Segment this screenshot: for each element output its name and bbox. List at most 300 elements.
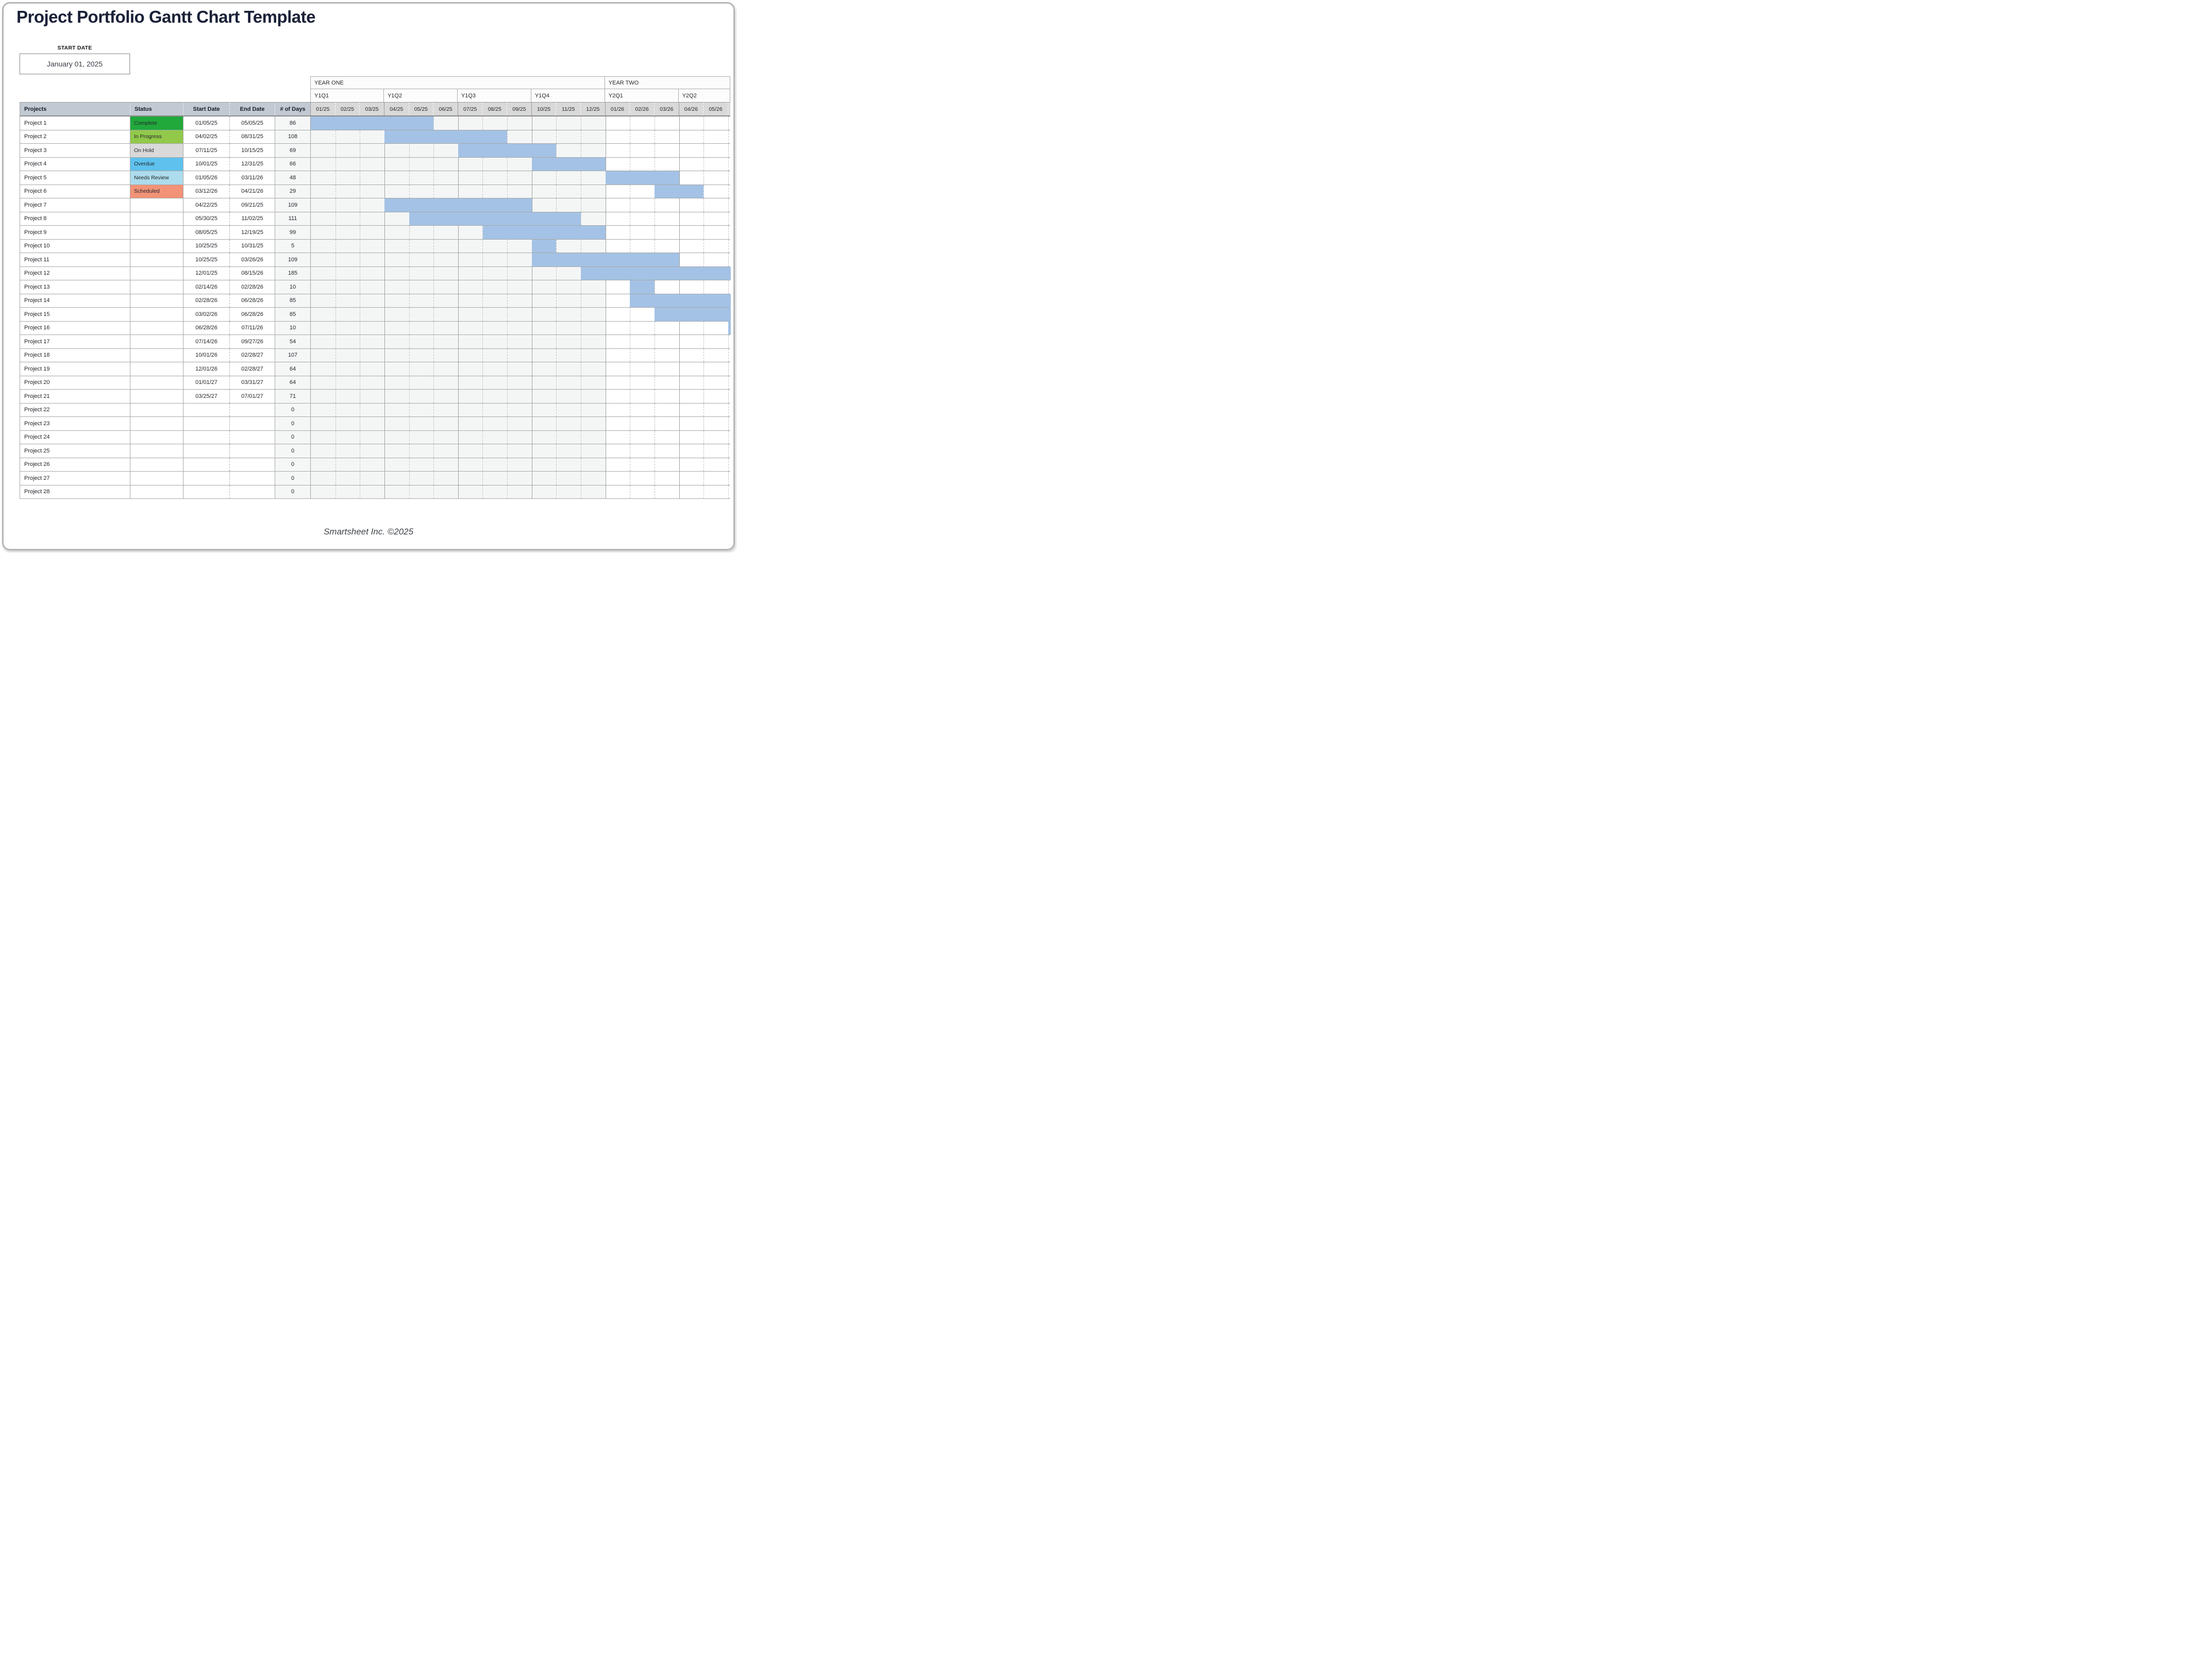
project-name-cell[interactable]: Project 5 <box>20 171 130 185</box>
timeline-cell <box>384 485 409 499</box>
days-cell[interactable]: 99 <box>275 226 310 239</box>
month-header: 11/25 <box>556 103 580 115</box>
start-date-cell[interactable]: 06/28/26 <box>183 322 229 335</box>
status-cell[interactable] <box>130 240 183 253</box>
status-cell[interactable] <box>130 362 183 376</box>
gantt-bar <box>581 267 731 280</box>
end-date-cell[interactable]: 03/31/27 <box>229 376 275 390</box>
status-cell[interactable] <box>130 349 183 362</box>
days-cell[interactable]: 0 <box>275 458 310 472</box>
timeline-cell <box>606 308 630 321</box>
start-date-cell[interactable]: 01/05/26 <box>183 171 229 185</box>
timeline-cell <box>507 240 532 253</box>
timeline-cell <box>433 349 458 362</box>
days-cell[interactable]: 64 <box>275 376 310 390</box>
days-cell[interactable]: 10 <box>275 280 310 294</box>
days-cell[interactable]: 108 <box>275 130 310 144</box>
project-name-cell[interactable]: Project 26 <box>20 458 130 472</box>
gantt-bar <box>655 185 703 198</box>
start-date-cell[interactable]: 08/05/25 <box>183 226 229 239</box>
timeline-cell <box>630 349 655 362</box>
timeline-cell <box>606 390 630 403</box>
timeline-cell <box>507 267 532 280</box>
timeline-cell <box>409 171 434 185</box>
gantt-bar <box>728 322 731 335</box>
gantt-bar <box>630 280 655 294</box>
days-cell[interactable]: 29 <box>275 185 310 198</box>
timeline-cell <box>703 349 728 362</box>
timeline-cell <box>336 198 360 212</box>
days-cell[interactable]: 0 <box>275 444 310 458</box>
timeline-cell <box>384 431 409 444</box>
start-date-cell[interactable]: 03/12/26 <box>183 185 229 198</box>
start-date-cell[interactable]: 05/30/25 <box>183 212 229 226</box>
timeline-cell <box>409 458 434 472</box>
project-name-cell[interactable]: Project 19 <box>20 362 130 376</box>
end-date-cell[interactable]: 08/15/26 <box>229 267 275 280</box>
timeline-cell <box>630 240 655 253</box>
timeline-cell <box>606 485 630 499</box>
start-date-cell[interactable]: 03/02/26 <box>183 308 229 321</box>
start-date-cell[interactable]: 01/05/25 <box>183 116 229 130</box>
status-cell[interactable]: Complete <box>130 116 183 130</box>
start-date-cell[interactable]: 07/11/25 <box>183 144 229 157</box>
timeline-cell <box>556 308 581 321</box>
month-header: 06/25 <box>433 103 458 115</box>
timeline-cell <box>507 444 532 458</box>
start-date-cell[interactable] <box>183 404 229 417</box>
timeline-cell <box>655 417 679 430</box>
start-date-cell[interactable]: 01/01/27 <box>183 376 229 390</box>
timeline-cell <box>532 458 557 472</box>
project-name-cell[interactable]: Project 6 <box>20 185 130 198</box>
timeline-cell <box>655 472 679 485</box>
timeline-cell <box>532 171 557 185</box>
project-name-cell[interactable]: Project 14 <box>20 294 130 308</box>
end-date-cell[interactable]: 09/21/25 <box>229 198 275 212</box>
timeline-cell <box>458 308 483 321</box>
project-name-cell[interactable]: Project 11 <box>20 253 130 266</box>
timeline-cell <box>458 349 483 362</box>
days-cell[interactable]: 185 <box>275 267 310 280</box>
timeline-cell <box>311 253 336 266</box>
end-date-cell[interactable]: 11/02/25 <box>229 212 275 226</box>
project-name-cell[interactable]: Project 18 <box>20 349 130 362</box>
table-row <box>20 158 730 172</box>
timeline-cell <box>532 294 557 308</box>
status-cell[interactable] <box>130 390 183 403</box>
end-date-cell[interactable] <box>229 485 275 499</box>
timeline-cell <box>311 280 336 294</box>
timeline-cell <box>433 185 458 198</box>
timeline-cell-clipped <box>728 280 731 294</box>
start-date-cell[interactable]: 12/01/25 <box>183 267 229 280</box>
timeline-cell-clipped <box>728 349 731 362</box>
project-name-cell[interactable]: Project 7 <box>20 198 130 212</box>
start-date-cell[interactable]: 10/01/25 <box>183 158 229 171</box>
timeline-cell <box>336 185 360 198</box>
timeline-cell <box>703 198 728 212</box>
timeline-cell <box>703 130 728 144</box>
timeline-cell <box>507 349 532 362</box>
timeline-cell <box>384 280 409 294</box>
timeline-cell <box>581 212 606 226</box>
table-row <box>20 322 730 336</box>
end-date-cell[interactable]: 10/31/25 <box>229 240 275 253</box>
timeline-cell <box>311 308 336 321</box>
end-date-cell[interactable]: 06/28/26 <box>229 308 275 321</box>
timeline-cell <box>703 404 728 417</box>
end-date-cell[interactable]: 03/11/26 <box>229 171 275 185</box>
project-name-cell[interactable]: Project 1 <box>20 116 130 130</box>
timeline-cell <box>507 458 532 472</box>
start-date-cell[interactable] <box>183 458 229 472</box>
status-cell[interactable] <box>130 253 183 266</box>
status-cell[interactable] <box>130 226 183 239</box>
timeline-cell <box>630 158 655 171</box>
table-row <box>20 472 730 485</box>
start-date-cell[interactable] <box>183 417 229 430</box>
timeline-cell <box>679 431 704 444</box>
month-header: 09/25 <box>507 103 531 115</box>
days-cell[interactable]: 85 <box>275 294 310 308</box>
end-date-cell[interactable] <box>229 458 275 472</box>
timeline-cell <box>311 417 336 430</box>
project-name-cell[interactable]: Project 3 <box>20 144 130 157</box>
timeline-cell <box>336 376 360 390</box>
project-name-cell[interactable]: Project 20 <box>20 376 130 390</box>
days-cell[interactable]: 0 <box>275 417 310 430</box>
timeline-cell <box>384 308 409 321</box>
timeline-cell <box>482 404 507 417</box>
timeline-cell <box>581 144 606 157</box>
end-date-cell[interactable]: 03/26/26 <box>229 253 275 266</box>
status-cell[interactable] <box>130 322 183 335</box>
timeline-cell <box>458 280 483 294</box>
days-cell[interactable]: 10 <box>275 322 310 335</box>
end-date-cell[interactable]: 02/28/27 <box>229 349 275 362</box>
days-cell[interactable]: 54 <box>275 335 310 348</box>
start-date-input[interactable]: January 01, 2025 <box>20 54 130 74</box>
status-cell[interactable] <box>130 417 183 430</box>
timeline-cell <box>581 198 606 212</box>
start-date-cell[interactable]: 10/01/26 <box>183 349 229 362</box>
timeline-cell <box>507 185 532 198</box>
end-date-cell[interactable]: 10/15/25 <box>229 144 275 157</box>
timeline-cell <box>360 144 384 157</box>
gantt-row-timeline <box>310 417 730 430</box>
gantt-row-timeline <box>310 308 730 321</box>
days-cell[interactable]: 0 <box>275 404 310 417</box>
gantt-bar <box>532 240 557 253</box>
days-cell[interactable]: 48 <box>275 171 310 185</box>
timeline-cell <box>384 212 409 226</box>
project-name-cell[interactable]: Project 9 <box>20 226 130 239</box>
timeline-cell <box>311 240 336 253</box>
status-cell[interactable] <box>130 212 183 226</box>
timeline-cell <box>482 390 507 403</box>
timeline-cell <box>556 362 581 376</box>
end-date-cell[interactable]: 12/31/25 <box>229 158 275 171</box>
timeline-cell <box>581 335 606 348</box>
quarter-header: Y2Q1 <box>605 89 679 102</box>
timeline-cell <box>360 349 384 362</box>
status-cell[interactable] <box>130 472 183 485</box>
timeline-cell <box>458 253 483 266</box>
days-cell[interactable]: 85 <box>275 308 310 321</box>
timeline-cell <box>630 335 655 348</box>
days-cell[interactable]: 0 <box>275 485 310 499</box>
start-date-cell[interactable]: 02/14/26 <box>183 280 229 294</box>
timeline-cell <box>384 294 409 308</box>
start-date-cell[interactable] <box>183 485 229 499</box>
timeline-cell <box>532 362 557 376</box>
table-body <box>20 116 730 499</box>
timeline-cell <box>507 431 532 444</box>
timeline-cell <box>336 253 360 266</box>
status-cell[interactable]: Needs Review <box>130 171 183 185</box>
days-cell[interactable]: 64 <box>275 362 310 376</box>
timeline-cell <box>384 390 409 403</box>
timeline-cell <box>336 322 360 335</box>
timeline-cell <box>384 335 409 348</box>
days-cell[interactable]: 71 <box>275 390 310 403</box>
days-cell[interactable]: 69 <box>275 144 310 157</box>
project-name-cell[interactable]: Project 10 <box>20 240 130 253</box>
project-name-cell[interactable]: Project 25 <box>20 444 130 458</box>
timeline-cell <box>703 322 728 335</box>
end-date-cell[interactable]: 07/11/26 <box>229 322 275 335</box>
timeline-cell <box>630 130 655 144</box>
timeline-cell <box>581 349 606 362</box>
end-date-cell[interactable]: 09/27/26 <box>229 335 275 348</box>
status-cell[interactable]: On Hold <box>130 144 183 157</box>
timeline-cell <box>703 240 728 253</box>
timeline-cell <box>679 417 704 430</box>
timeline-cell <box>507 158 532 171</box>
timeline-cell-clipped <box>728 417 731 430</box>
start-date-cell[interactable]: 04/02/25 <box>183 130 229 144</box>
timeline-cell <box>630 185 655 198</box>
timeline-cell <box>655 444 679 458</box>
timeline-cell <box>409 308 434 321</box>
days-cell[interactable]: 109 <box>275 198 310 212</box>
status-cell[interactable] <box>130 294 183 308</box>
project-name-cell[interactable]: Project 27 <box>20 472 130 485</box>
timeline-cell <box>679 144 704 157</box>
end-date-cell[interactable]: 12/19/25 <box>229 226 275 239</box>
timeline-cell <box>336 130 360 144</box>
gantt-row-timeline <box>310 158 730 171</box>
chart-header-spacer <box>20 89 310 102</box>
year-header: YEAR ONE <box>310 76 605 89</box>
column-header-projects: Projects <box>20 103 130 115</box>
timeline-cell <box>532 349 557 362</box>
end-date-cell[interactable] <box>229 404 275 417</box>
timeline-cell <box>336 212 360 226</box>
gantt-bar <box>630 294 730 308</box>
timeline-cell <box>507 171 532 185</box>
timeline-cell <box>655 349 679 362</box>
timeline-cell <box>703 417 728 430</box>
project-name-cell[interactable]: Project 23 <box>20 417 130 430</box>
timeline-cell <box>679 322 704 335</box>
gantt-bar <box>655 308 731 321</box>
year-header: YEAR TWO <box>605 76 730 89</box>
timeline-cell <box>606 444 630 458</box>
timeline-cell <box>655 404 679 417</box>
timeline-cell <box>360 322 384 335</box>
timeline-cell <box>360 376 384 390</box>
timeline-cell <box>336 335 360 348</box>
status-cell[interactable]: In Progress <box>130 130 183 144</box>
status-cell[interactable] <box>130 198 183 212</box>
table-row <box>20 335 730 349</box>
status-cell[interactable] <box>130 404 183 417</box>
timeline-cell <box>532 404 557 417</box>
days-cell[interactable]: 111 <box>275 212 310 226</box>
timeline-cell <box>606 362 630 376</box>
timeline-cell <box>458 431 483 444</box>
status-cell[interactable] <box>130 431 183 444</box>
start-date-cell[interactable]: 10/25/25 <box>183 253 229 266</box>
timeline-cell <box>581 444 606 458</box>
timeline-cell <box>409 267 434 280</box>
project-name-cell[interactable]: Project 8 <box>20 212 130 226</box>
timeline-cell <box>606 417 630 430</box>
timeline-cell <box>433 322 458 335</box>
status-cell[interactable] <box>130 267 183 280</box>
timeline-cell <box>433 171 458 185</box>
timeline-cell <box>581 485 606 499</box>
timeline-cell <box>532 322 557 335</box>
project-name-cell[interactable]: Project 13 <box>20 280 130 294</box>
start-date-cell[interactable]: 07/14/26 <box>183 335 229 348</box>
timeline-cell <box>433 444 458 458</box>
end-date-cell[interactable] <box>229 472 275 485</box>
end-date-cell[interactable] <box>229 444 275 458</box>
timeline-cell-clipped <box>728 472 731 485</box>
end-date-cell[interactable]: 05/05/25 <box>229 116 275 130</box>
end-date-cell[interactable]: 02/28/26 <box>229 280 275 294</box>
timeline-cell <box>458 417 483 430</box>
timeline-cell <box>606 130 630 144</box>
timeline-cell <box>482 171 507 185</box>
days-cell[interactable]: 86 <box>275 116 310 130</box>
start-date-cell[interactable] <box>183 431 229 444</box>
table-row <box>20 198 730 212</box>
timeline-cell <box>311 226 336 239</box>
timeline-cell <box>433 308 458 321</box>
gantt-row-timeline <box>310 130 730 144</box>
project-name-cell[interactable]: Project 15 <box>20 308 130 321</box>
timeline-cell <box>703 335 728 348</box>
timeline-cell <box>703 390 728 403</box>
timeline-cell <box>606 431 630 444</box>
timeline-cell <box>679 335 704 348</box>
timeline-cell <box>458 226 483 239</box>
timeline-cell <box>336 158 360 171</box>
project-name-cell[interactable]: Project 16 <box>20 322 130 335</box>
gantt-row-timeline <box>310 144 730 157</box>
days-cell[interactable]: 0 <box>275 431 310 444</box>
days-cell[interactable]: 5 <box>275 240 310 253</box>
timeline-cell <box>556 130 581 144</box>
timeline-cell <box>433 144 458 157</box>
quarter-header: Y2Q2 <box>679 89 730 102</box>
end-date-cell[interactable]: 07/01/27 <box>229 390 275 403</box>
table-row <box>20 294 730 308</box>
days-cell[interactable]: 0 <box>275 472 310 485</box>
table-row <box>20 240 730 254</box>
status-cell[interactable]: Overdue <box>130 158 183 171</box>
timeline-cell <box>360 335 384 348</box>
start-date-cell[interactable]: 03/25/27 <box>183 390 229 403</box>
timeline-cell <box>384 171 409 185</box>
end-date-cell[interactable] <box>229 417 275 430</box>
status-cell[interactable] <box>130 458 183 472</box>
timeline-cell <box>532 472 557 485</box>
start-date-cell[interactable] <box>183 444 229 458</box>
end-date-cell[interactable]: 06/28/26 <box>229 294 275 308</box>
project-name-cell[interactable]: Project 2 <box>20 130 130 144</box>
project-name-cell[interactable]: Project 4 <box>20 158 130 171</box>
table-row <box>20 376 730 390</box>
project-name-cell[interactable]: Project 22 <box>20 404 130 417</box>
project-name-cell[interactable]: Project 12 <box>20 267 130 280</box>
end-date-cell[interactable]: 08/31/25 <box>229 130 275 144</box>
status-cell[interactable] <box>130 335 183 348</box>
project-name-cell[interactable]: Project 24 <box>20 431 130 444</box>
timeline-cell <box>360 294 384 308</box>
project-name-cell[interactable]: Project 17 <box>20 335 130 348</box>
start-date-cell[interactable] <box>183 472 229 485</box>
timeline-cell <box>630 212 655 226</box>
timeline-cell <box>655 458 679 472</box>
end-date-cell[interactable]: 02/28/27 <box>229 362 275 376</box>
table-row <box>20 185 730 199</box>
end-date-cell[interactable] <box>229 431 275 444</box>
timeline-cell-clipped <box>728 253 731 266</box>
project-name-cell[interactable]: Project 21 <box>20 390 130 403</box>
timeline-cell <box>507 294 532 308</box>
timeline-cell <box>458 335 483 348</box>
timeline-cell <box>482 308 507 321</box>
start-date-cell[interactable]: 10/25/25 <box>183 240 229 253</box>
days-cell[interactable]: 109 <box>275 253 310 266</box>
status-cell[interactable] <box>130 485 183 499</box>
status-cell[interactable] <box>130 280 183 294</box>
timeline-cell <box>703 431 728 444</box>
timeline-cell <box>311 130 336 144</box>
status-cell[interactable] <box>130 376 183 390</box>
project-name-cell[interactable]: Project 28 <box>20 485 130 499</box>
status-cell[interactable] <box>130 308 183 321</box>
end-date-cell[interactable]: 04/21/26 <box>229 185 275 198</box>
start-date-cell[interactable]: 12/01/26 <box>183 362 229 376</box>
status-cell[interactable]: Scheduled <box>130 185 183 198</box>
days-cell[interactable]: 66 <box>275 158 310 171</box>
status-cell[interactable] <box>130 444 183 458</box>
timeline-cell <box>703 226 728 239</box>
start-date-cell[interactable]: 04/22/25 <box>183 198 229 212</box>
timeline-cell <box>655 485 679 499</box>
start-date-cell[interactable]: 02/28/26 <box>183 294 229 308</box>
days-cell[interactable]: 107 <box>275 349 310 362</box>
timeline-cell <box>630 390 655 403</box>
timeline-cell-clipped <box>728 431 731 444</box>
gantt-row-timeline <box>310 376 730 390</box>
